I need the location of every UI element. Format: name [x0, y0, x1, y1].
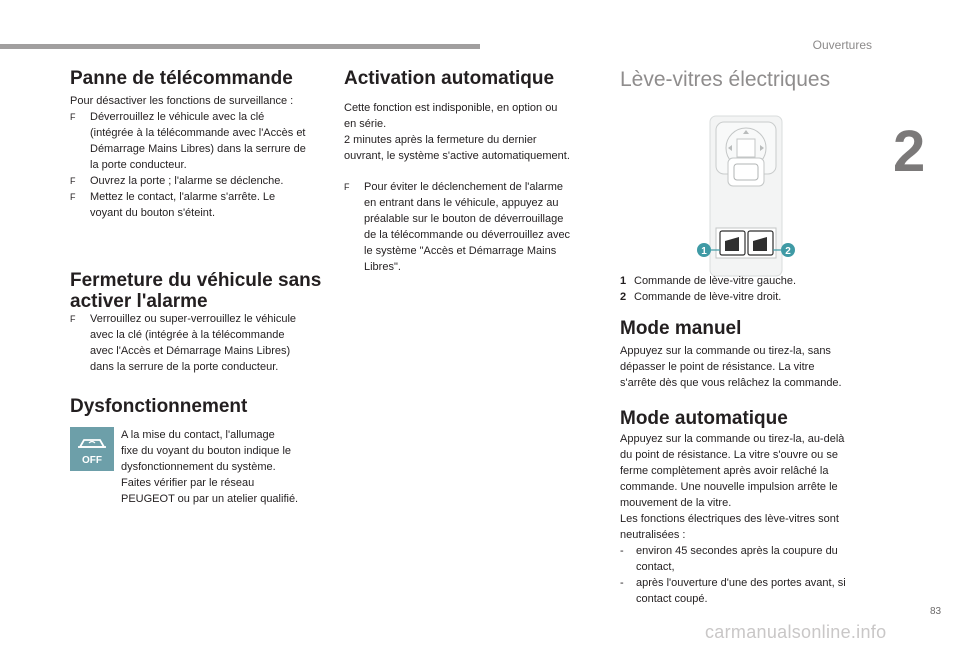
activation-para-1: Cette fonction est indisponible, en option ou en série. 2 minutes après la fermeture du dernier ouvrant, le système s'active automatiquement. — [344, 102, 570, 162]
panne-bullet-3: F Mettez le contact, l'alarme s'arrête. Le voyant du bouton s'éteint. — [70, 191, 276, 219]
heading-activation: Activation automatique — [344, 68, 555, 89]
neutralisation-item-1: - environ 45 secondes après la coupure du contact, — [620, 545, 838, 573]
page-number: 83 — [930, 606, 942, 617]
heading-leve-vitres: Lève-vitres électriques — [620, 68, 831, 91]
heading-panne: Panne de télécommande — [70, 68, 293, 89]
window-switch-diagram — [692, 110, 802, 278]
chapter-number: 2 — [893, 119, 926, 184]
legend-item-2: 2 Commande de lève-vitre droit. — [620, 291, 782, 303]
panne-bullet-2: F Ouvrez la porte ; l'alarme se déclenche. — [70, 175, 284, 187]
section-label: Ouvertures — [812, 38, 872, 52]
bullet-marker: F — [70, 314, 76, 324]
header-bar — [0, 44, 480, 49]
fermeture-bullet: F Verrouillez ou super-verrouillez le véhicule avec la clé (intégrée à la télécommande avec l'Accès et Démarrage Mains Libres) dans la serrure de la porte conducteur. — [70, 313, 297, 373]
dysfonctionnement-text: A la mise du contact, l'allumage fixe du voyant du bouton indique le dysfonctionnement du système. Faites vérifier par le réseau PEUGEOT ou par un atelier qualifié. — [121, 429, 299, 505]
callout-1: 1 — [701, 246, 707, 257]
svg-text:OFF: OFF — [82, 455, 102, 466]
activation-bullet: F Pour éviter le déclenchement de l'alarme en entrant dans le véhicule, appuyez au préalable sur le bouton de déverrouillage de la télécommande ou déverrouillez avec le système "Accès et Démarrage Mains Libres". — [344, 181, 571, 273]
heading-dysfonctionnement: Dysfonctionnement — [70, 396, 248, 417]
heading-mode-manuel: Mode manuel — [620, 318, 742, 339]
panne-bullet-1: F Déverrouillez le véhicule avec la clé (intégrée à la télécommande avec l'Accès et Démarrage Mains Libres) dans la serrure de la porte conducteur. — [70, 111, 306, 171]
bullet-marker: F — [70, 176, 76, 186]
bullet-marker: F — [70, 192, 76, 202]
watermark: carmanualsonline.info — [705, 622, 887, 642]
panne-intro: Pour désactiver les fonctions de surveillance : — [70, 95, 294, 107]
mode-automatique-text: Appuyez sur la commande ou tirez-la, au-delà du point de résistance. La vitre s'ouvre ou se ferme complètement après avoir relâché la commande. Une nouvelle impulsion arrête le mouvement de la vitre. Les fonctions électriques des lève-vitres sont neutralisées : — [620, 433, 845, 541]
neutralisation-item-2: - après l'ouverture d'une des portes avant, si contact coupé. — [620, 577, 846, 605]
legend-item-1: 1 Commande de lève-vitre gauche. — [620, 275, 797, 287]
callout-2: 2 — [785, 246, 791, 257]
bullet-marker: F — [70, 112, 76, 122]
bullet-marker: F — [344, 182, 350, 192]
mode-manuel-text: Appuyez sur la commande ou tirez-la, sans dépasser le point de résistance. La vitre s'arrête dès que vous relâchez la commande. — [620, 345, 842, 389]
heading-mode-automatique: Mode automatique — [620, 408, 788, 429]
heading-fermeture: Fermeture du véhicule sans activer l'alarme — [70, 270, 322, 312]
alarm-off-warning-icon — [70, 427, 114, 471]
